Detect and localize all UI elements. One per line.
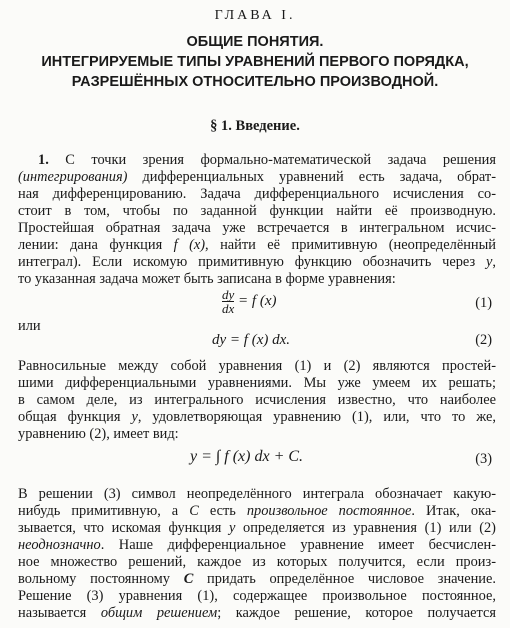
equation-1: $\frac{dy}{dx}$ = f (x)	[222, 287, 277, 316]
chapter-title-line-2: ИНТЕГРИРУЕМЫЕ ТИПЫ УРАВНЕНИЙ ПЕРВОГО ПОРЯДКА,	[41, 54, 469, 70]
para2-line-1: Равносильные между собой уравнения (1) и (2) являются простей-	[18, 358, 496, 374]
derivative-fraction: $\frac{dy}{dx}$	[222, 287, 235, 316]
para3-line-5: ное множество решений, каждое из которых получится, если произ-	[18, 554, 496, 570]
para2-line-2: шими дифференциальными уравнениями. Мы уже умеем их решать;	[18, 375, 496, 391]
para1-line-5: Простейшая обратная задача уже встречается в интегральном исчис-	[18, 220, 496, 236]
para3-line-2: нибудь примитивную, а C есть произвольное постоянное. Итак, ока-	[18, 503, 497, 519]
para1-line-4: стоит в том, чтобы по заданной функции найти её производную.	[18, 203, 496, 219]
para2-line-4: общая функция y, удовлетворяющая уравнению (1), или, что то же,	[18, 409, 496, 425]
equation-1-tag: (1)	[475, 295, 492, 311]
para1-line-2: (интегрирования) дифференциальных уравнений есть задача, обрат-	[18, 169, 496, 185]
equation-3: y = ∫ f (x) dx + C.	[190, 448, 304, 465]
para2-line-3: в самом деле, из интегрального исчисления известно, что наиболее	[18, 392, 496, 408]
chapter-title-line-3: РАЗРЕШЁННЫХ ОТНОСИТЕЛЬНО ПРОИЗВОДНОЙ.	[71, 74, 439, 90]
para3-line-3: зывается, что искомая функция y определяется из уравнения (1) или (2)	[18, 520, 496, 536]
para1-line-8: то указанная задача может быть записана в форме уравнения:	[18, 271, 396, 287]
para3-line-7: Решение (3) уравнения (1), содержащее произвольное постоянное,	[18, 588, 496, 604]
para3-line-8: называется общим решением; каждое решение, которое получается	[18, 605, 497, 621]
section-heading: § 1. Введение.	[210, 118, 300, 134]
equation-2: dy = f (x) dx.	[212, 332, 291, 348]
equation-3-tag: (3)	[475, 451, 492, 467]
para1-line-7: интеграл). Если искомую примитивную функцию обозначить через y,	[18, 254, 496, 270]
para1-line-6: лении: дана функция f (x), найти её примитивную (неопределённый	[18, 237, 496, 253]
para1-line-1: 1. С точки зрения формально-математической задача решения	[38, 152, 496, 168]
equation-2-tag: (2)	[475, 332, 492, 348]
para2-line-5: уравнению (2), имеет вид:	[18, 426, 179, 442]
chapter-title-line-1: ОБЩИЕ ПОНЯТИЯ.	[186, 34, 324, 50]
para3-line-1: В решении (3) символ неопределённого интеграла обозначает какую-	[18, 486, 496, 502]
para3-line-6: вольному постоянному C придать определённое числовое значение.	[18, 571, 496, 587]
para3-line-4: неоднозначно. Наше дифференциальное уравнение имеет бесчислен-	[18, 537, 496, 553]
or-word: или	[18, 318, 41, 334]
para1-line-3: ная дифференцированию. Задача дифференциального исчисления со-	[18, 186, 496, 202]
chapter-heading: ГЛАВА I.	[214, 8, 296, 23]
